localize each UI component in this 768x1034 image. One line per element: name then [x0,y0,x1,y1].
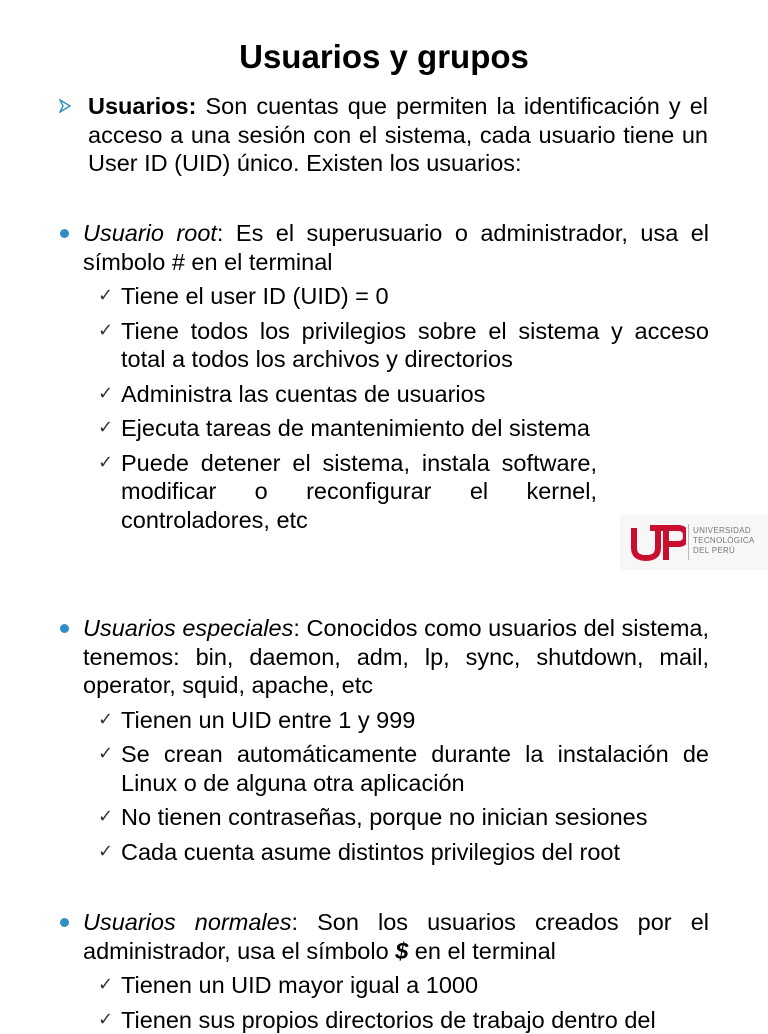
list-item [83,740,709,797]
list-item-text: Administra las cuentas de usuarios [121,381,485,407]
list-item-text: Tienen un UID mayor igual a 1000 [121,972,478,998]
list-item [83,449,709,535]
check-list [83,971,709,1034]
utp-logo-icon [630,522,686,562]
intro-label: Usuarios: [88,93,196,119]
list-item [83,1006,709,1034]
list-item-text: Ejecuta tareas de mantenimiento del sistema [121,415,590,441]
section-root-user [83,219,709,534]
check-list [83,282,709,534]
university-logo [620,514,768,570]
checkmark-icon: ✓ [98,803,113,832]
dollar-symbol: $ [395,938,408,964]
list-item [83,380,709,409]
list-item-text: Tienen un UID entre 1 y 999 [121,707,415,733]
checkmark-icon: ✓ [98,449,113,478]
logo-divider [688,524,689,560]
list-item [83,317,709,374]
list-item-text: Tiene el user ID (UID) = 0 [121,283,389,309]
section-term: Usuarios normales [83,909,291,935]
section-heading [83,614,709,700]
section-special-users [83,614,709,866]
checkmark-icon: ✓ [98,971,113,1000]
list-item-text: No tienen contraseñas, porque no inician sesiones [121,804,647,830]
checkmark-icon: ✓ [98,1006,113,1034]
checkmark-icon: ✓ [98,282,113,311]
bullet-dot-icon [60,918,69,927]
list-item [83,414,709,443]
checkmark-icon: ✓ [98,380,113,409]
list-item-text: Tienen sus propios directorios de trabajo dentro del [121,1007,656,1033]
section-text: : Conocidos como usuarios del sistema, tenemos: bin, daemon, adm, lp, sync, shutdown, mail, operator, squid, apache, etc [83,615,709,698]
section-term: Usuario root [83,220,217,246]
list-item [83,971,709,1000]
list-item-text: Se crean automáticamente durante la instalación de Linux o de alguna otra aplicación [121,741,709,796]
checkmark-icon: ✓ [98,706,113,735]
bullet-dot-icon [60,229,69,238]
intro-text: Son cuentas que permiten la identificación y el acceso a una sesión con el sistema, cada usuario tiene un User ID (UID) único. Existen los usuarios: [88,93,708,176]
section-heading [83,219,709,276]
checkmark-icon: ✓ [98,740,113,769]
bullet-dot-icon [60,624,69,633]
checkmark-icon: ✓ [98,414,113,443]
list-item-text: Cada cuenta asume distintos privilegios del root [121,839,620,865]
arrow-bullet-icon [58,99,72,113]
list-item [83,706,709,735]
list-item-text: Tiene todos los privilegios sobre el sistema y acceso total a todos los archivos y directorios [121,318,709,373]
check-list [83,706,709,867]
section-normal-users [83,908,709,1034]
intro-paragraph [88,92,708,178]
section-text: : Son los usuarios creados por el administrador, usa el símbolo [83,909,709,964]
section-text-end: en el terminal [408,938,556,964]
checkmark-icon: ✓ [98,838,113,867]
logo-text: UNIVERSIDAD TECNOLÓGICA DEL PERÚ [693,526,755,556]
section-text: : Es el superusuario o administrador, usa el símbolo # en el terminal [83,220,709,275]
checkmark-icon: ✓ [98,317,113,346]
list-item-text: Puede detener el sistema, instala software, modificar o reconfigurar el kernel, controladores, etc [121,450,597,533]
page-title: Usuarios y grupos [0,36,768,78]
section-heading [83,908,709,965]
list-item [83,838,709,867]
list-item [83,282,709,311]
section-term: Usuarios especiales [83,615,293,641]
list-item [83,803,709,832]
